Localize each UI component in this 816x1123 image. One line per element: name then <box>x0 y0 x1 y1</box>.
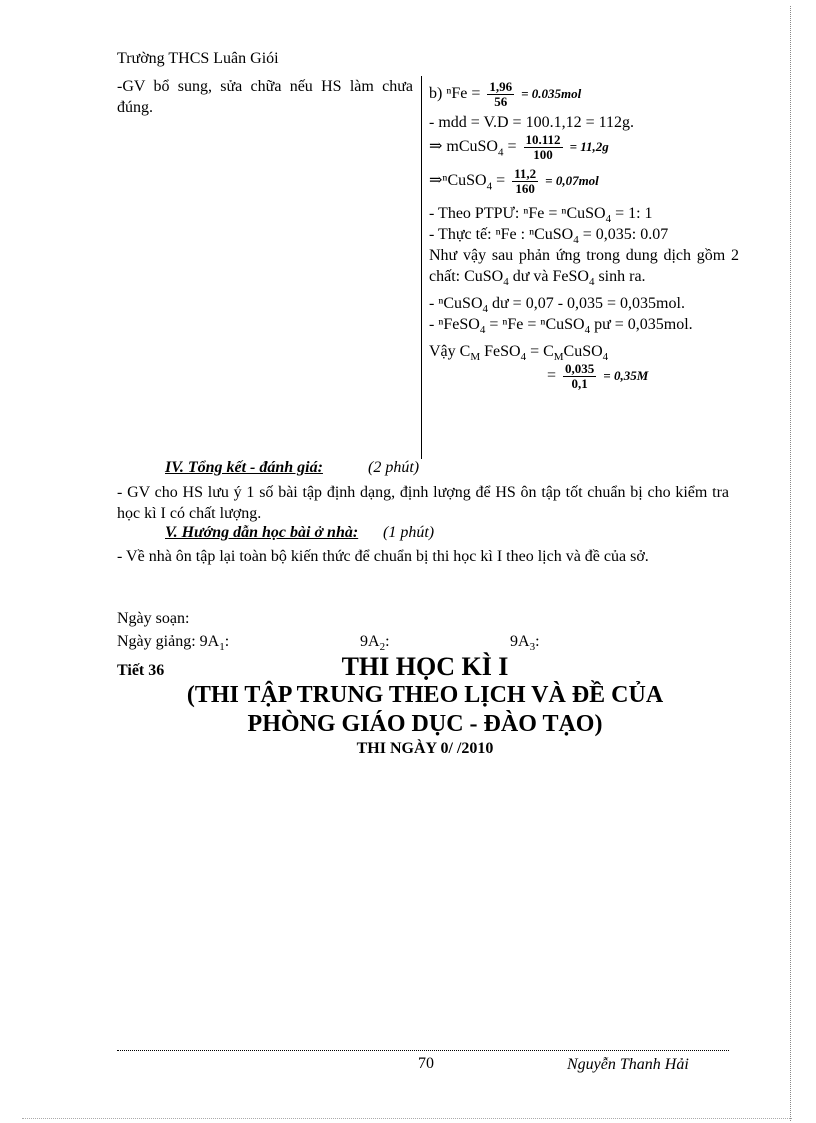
section-v-text: - Về nhà ôn tập lại toàn bộ kiến thức để chuẩn bị thi học kì I theo lịch và đề của sở. <box>117 548 649 565</box>
section-iv-text: - GV cho HS lưu ý 1 số bài tập định dạng, định lượng để HS ôn tập tốt chuẩn bị cho kiểm tra học kì I có chất lượng. <box>117 484 729 522</box>
fraction-3: $\frac{11,2}{160}$ <box>514 166 537 196</box>
teacher-note: -GV bổ sung, sửa chữa nếu HS làm chưa đúng. <box>117 78 413 116</box>
page-border-bottom <box>22 1118 792 1119</box>
line-theo-ptpu: - Theo PTPƯ: ⁿFe = ⁿCuSO$_4$ = 1: 1 <box>429 205 653 226</box>
ngay-soan: Ngày soạn: <box>117 610 190 627</box>
fraction-4: $\frac{0,035}{0,1}$ <box>565 361 595 392</box>
ngay-giang: Ngày giảng: $9A_1$: <box>117 633 230 654</box>
lesson-number: Tiết 36 <box>117 662 165 679</box>
line-cuso4-du: - ⁿCuSO$_4$ dư = 0,07 - 0,035 = 0,035mol. <box>429 295 685 316</box>
fraction-1: $\frac{1,96}{56}$ <box>489 79 513 109</box>
solution-column <box>429 80 739 398</box>
line-nfe: b) ⁿFe = $\frac{1,96}{56}$ = 0.035mol <box>429 79 582 109</box>
section-iv-time: (2 phút) <box>368 459 420 476</box>
page-number: 70 <box>418 1055 434 1072</box>
paragraph-feso4: - ⁿFeSO$_4$ = ⁿFe = ⁿCuSO$_4$ pư = 0,035mol. <box>429 316 693 337</box>
heading-section-v: V. Hướng dẫn học bài ở nhà: <box>165 524 359 541</box>
school-header: Trường THCS Luân Giói <box>117 50 279 67</box>
heading-section-iv: IV. Tổng kết - đánh giá: <box>165 459 323 476</box>
column-divider <box>421 76 422 459</box>
paragraph-nhu-vay: Như vậy sau phản ứng trong dung dịch gồm 2 chất: CuSO$_4$ dư và FeSO$_4$ sinh ra. <box>429 247 739 289</box>
page-border-right <box>790 6 791 1121</box>
section-v-time: (1 phút) <box>383 524 435 541</box>
line-ncuso4: ⇒ⁿCuSO$_4$ = $\frac{11,2}{160}$ = 0,07mol <box>429 166 599 196</box>
line-vay: Vậy $C_M$ FeSO$_4$ = $C_MCuSO_4$ <box>429 343 609 364</box>
class-9a2: $9A_2$: <box>360 633 390 654</box>
author-name: Nguyễn Thanh Hải <box>567 1056 689 1073</box>
lesson-title: THI HỌC KÌ I <box>341 652 509 681</box>
footer-divider <box>117 1050 729 1051</box>
lesson-subtitle-2: PHÒNG GIÁO DỤC - ĐÀO TẠO) <box>247 711 603 737</box>
line-mcuso4: ⇒ mCuSO$_4$ = $\frac{10.112}{100}$ = 11,2g <box>429 132 609 162</box>
lesson-subtitle-1: (THI TẬP TRUNG THEO LỊCH VÀ ĐỀ CỦA <box>186 682 664 708</box>
fraction-2: $\frac{10.112}{100}$ <box>525 132 561 162</box>
line-result: = $\frac{0,035}{0,1}$ = 0,35M <box>547 361 649 392</box>
line-mdd: - mdd = V.D = 100.1,12 = 112g. <box>429 114 635 131</box>
exam-date: THI NGÀY 0/ /2010 <box>356 740 494 757</box>
class-9a3: $9A_3$: <box>510 633 540 654</box>
line-thuc-te: - Thực tế: ⁿFe : ⁿCuSO$_4$ = 0,035: 0.07 <box>429 226 669 247</box>
